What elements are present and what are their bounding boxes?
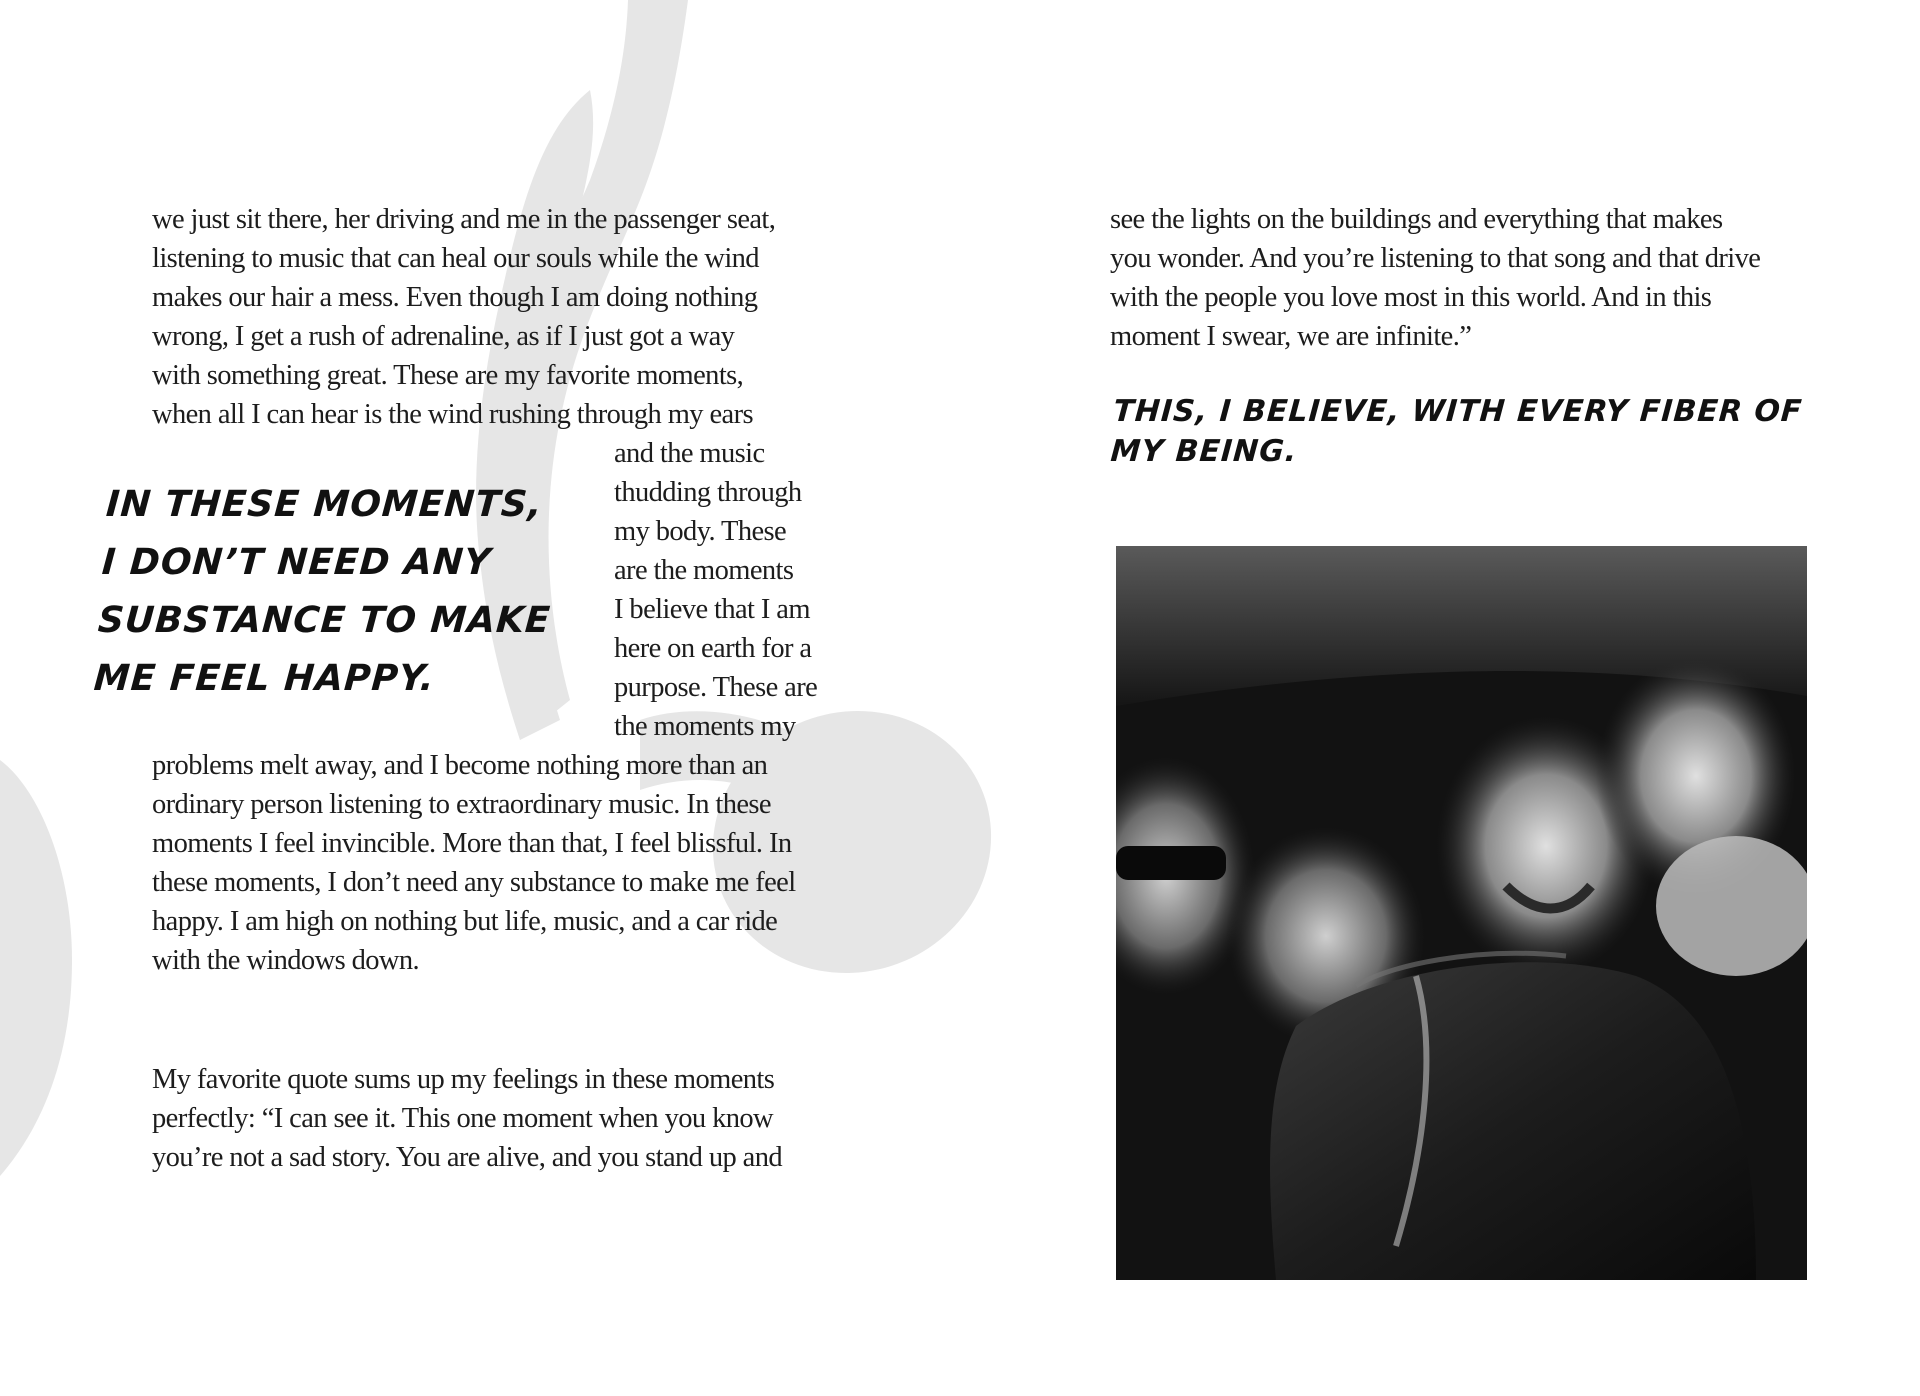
text-line: I believe that I am: [614, 594, 810, 625]
text-line: with something great. These are my favorite moments,: [152, 360, 744, 391]
text-line: problems melt away, and I become nothing more than an: [152, 750, 768, 781]
text-line: moments I feel invincible. More than that, I feel blissful. In: [152, 828, 792, 859]
text-line: we just sit there, her driving and me in the passenger seat,: [152, 204, 776, 235]
text-line: you’re not a sad story. You are alive, and you stand up and: [152, 1142, 782, 1173]
text-line: perfectly: “I can see it. This one moment when you know: [152, 1103, 773, 1134]
text-line: are the moments: [614, 555, 794, 586]
pull-quote-line: MY BEING.: [1109, 434, 1299, 469]
right-pull-quote: [1109, 392, 1804, 472]
text-line: here on earth for a: [614, 633, 812, 664]
photo-illustration: [1116, 546, 1807, 1280]
text-line: ordinary person listening to extraordinary music. In these: [152, 789, 771, 820]
text-line: moment I swear, we are infinite.”: [1110, 321, 1472, 352]
pull-quote-line: I DON’T NEED ANY: [100, 542, 493, 583]
text-line: My favorite quote sums up my feelings in these moments: [152, 1064, 775, 1095]
left-wrap-column: [614, 434, 817, 746]
text-line: wrong, I get a rush of adrenaline, as if I just got a way: [152, 321, 735, 352]
text-line: happy. I am high on nothing but life, music, and a car ride: [152, 906, 778, 937]
left-pull-quote: [92, 476, 561, 708]
text-line: thudding through: [614, 477, 802, 508]
left-quote-paragraph: [152, 1060, 782, 1177]
text-line: see the lights on the buildings and everything that makes: [1110, 204, 1723, 235]
pull-quote-line: IN THESE MOMENTS,: [104, 484, 545, 525]
right-quote-paragraph: [1110, 200, 1760, 356]
pull-quote-line: ME FEEL HAPPY.: [92, 658, 437, 699]
text-line: purpose. These are: [614, 672, 818, 703]
pull-quote-line: SUBSTANCE TO MAKE: [96, 600, 553, 641]
text-line: and the music: [614, 438, 765, 469]
text-line: listening to music that can heal our souls while the wind: [152, 243, 759, 274]
text-line: makes our hair a mess. Even though I am doing nothing: [152, 282, 758, 313]
text-line: with the people you love most in this world. And in this: [1110, 282, 1712, 313]
pull-quote-line: THIS, I BELIEVE, WITH EVERY FIBER OF: [1112, 394, 1804, 429]
text-line: with the windows down.: [152, 945, 420, 976]
text-line: you wonder. And you’re listening to that song and that drive: [1110, 243, 1761, 274]
left-continue-paragraph: [152, 746, 796, 980]
text-line: these moments, I don’t need any substance to make me feel: [152, 867, 796, 898]
text-line: when all I can hear is the wind rushing through my ears: [152, 399, 753, 430]
left-intro-paragraph: [152, 200, 775, 434]
car-group-photo: [1116, 546, 1807, 1280]
text-line: the moments my: [614, 711, 796, 742]
text-line: my body. These: [614, 516, 787, 547]
